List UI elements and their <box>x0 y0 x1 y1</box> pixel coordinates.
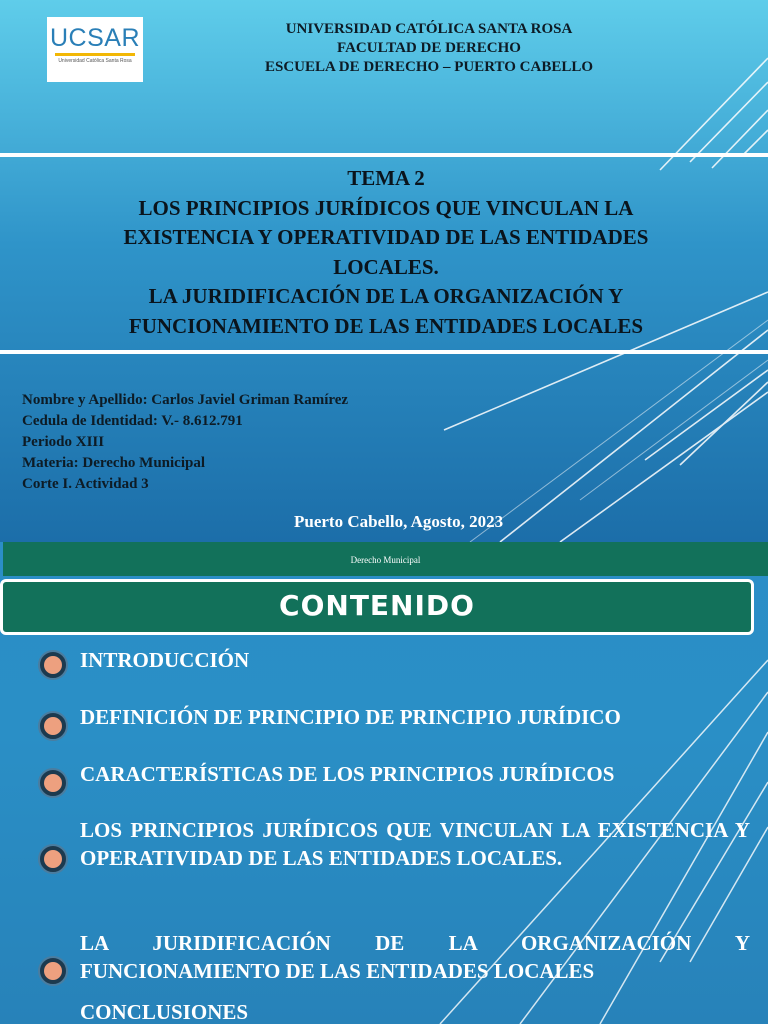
bullet-circle-icon <box>38 956 68 986</box>
list-item-text: DEFINICIÓN DE PRINCIPIO DE PRINCIPIO JURÍDICO <box>80 705 621 729</box>
bullet-circle-icon <box>38 768 68 798</box>
subject-bar: Derecho Municipal <box>3 542 768 576</box>
contents-slide <box>0 542 768 1024</box>
topic-number: TEMA 2 <box>347 166 425 190</box>
student-subject: Materia: Derecho Municipal <box>22 455 206 471</box>
university-name: UNIVERSIDAD CATÓLICA SANTA ROSA <box>285 21 573 37</box>
logo-text: UCSAR <box>49 24 140 52</box>
title-band-top-line <box>0 153 768 157</box>
list-item-text: CONCLUSIONES <box>80 1000 249 1024</box>
place-date: Puerto Cabello, Agosto, 2023 <box>294 512 504 531</box>
student-name: Nombre y Apellido: Carlos Javiel Griman Ramírez <box>22 392 349 408</box>
student-info <box>22 390 348 495</box>
list-item-text: LOS PRINCIPIOS JURÍDICOS QUE VINCULAN LA EXISTENCIA Y OPERATIVIDAD DE LAS ENTIDADES LOCALES. <box>80 818 750 870</box>
topic-title-line: LOS PRINCIPIOS JURÍDICOS QUE VINCULAN LA <box>138 195 634 220</box>
list-item-text: LA JURIDIFICACIÓN DE LA ORGANIZACIÓN Y FUNCIONAMIENTO DE LAS ENTIDADES LOCALES <box>80 931 750 983</box>
topic-title-line: LOCALES. <box>333 254 439 279</box>
bullet-circle-icon <box>38 844 68 874</box>
title-band-bottom-line <box>0 350 768 354</box>
topic-title-line: LA JURIDIFICACIÓN DE LA ORGANIZACIÓN Y <box>148 284 624 308</box>
logo-subtext: Universidad Católica Santa Rosa <box>58 58 132 64</box>
student-period: Periodo XIII <box>22 434 105 450</box>
list-item-text: INTRODUCCIÓN <box>80 648 250 672</box>
student-id: Cedula de Identidad: V.- 8.612.791 <box>22 413 243 429</box>
logo-rule <box>55 53 135 56</box>
school-name: ESCUELA DE DERECHO – PUERTO CABELLO <box>264 59 593 75</box>
bullet-circle-icon <box>38 711 68 741</box>
student-activity: Corte I. Actividad 3 <box>22 476 149 492</box>
contents-heading: CONTENIDO <box>0 579 754 635</box>
list-item-text: CARACTERÍSTICAS DE LOS PRINCIPIOS JURÍDICOS <box>80 762 615 786</box>
bullet-circle-icon <box>38 650 68 680</box>
faculty-name: FACULTAD DE DERECHO <box>337 40 521 56</box>
topic-title <box>22 164 750 341</box>
university-logo <box>47 17 143 82</box>
topic-title-line: EXISTENCIA Y OPERATIVIDAD DE LAS ENTIDADES <box>123 225 649 249</box>
topic-title-line: FUNCIONAMIENTO DE LAS ENTIDADES LOCALES <box>128 313 644 338</box>
institution-header <box>160 20 698 77</box>
